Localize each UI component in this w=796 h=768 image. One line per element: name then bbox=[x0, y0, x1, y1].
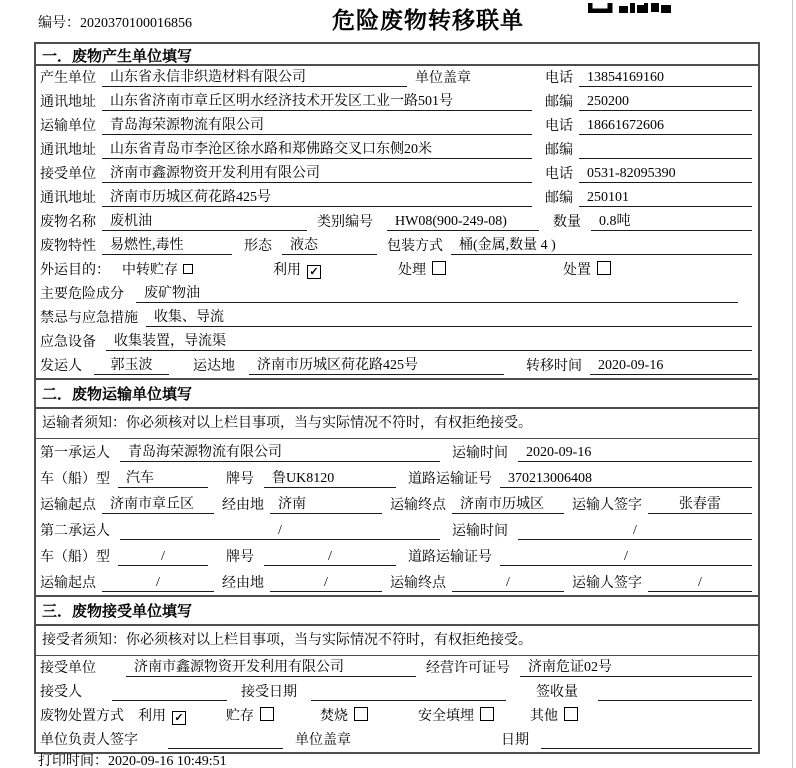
section-transport bbox=[36, 378, 758, 595]
checkbox-treat bbox=[432, 261, 446, 275]
signer-value bbox=[168, 732, 283, 749]
row-equipment bbox=[36, 330, 758, 354]
row-carrier1 bbox=[36, 439, 758, 465]
origin2-value: / bbox=[102, 575, 214, 592]
receiver-label: 接受单位 bbox=[40, 167, 96, 182]
end1-label: 运输终点 bbox=[390, 498, 446, 513]
amount-label: 签收量 bbox=[536, 685, 578, 700]
permit1-value: 370213006408 bbox=[500, 471, 752, 488]
address-label: 通讯地址 bbox=[40, 95, 96, 110]
phone-label: 电话 bbox=[545, 167, 573, 182]
waste-name-label: 废物名称 bbox=[40, 215, 96, 230]
address-label: 通讯地址 bbox=[40, 143, 96, 158]
transfer-time-label: 转移时间 bbox=[526, 359, 582, 374]
section3-title: 三．废物接受单位填写 bbox=[36, 597, 758, 626]
row-signatures bbox=[36, 728, 758, 752]
equipment-value: 收集装置，导流渠 bbox=[106, 330, 752, 351]
transport-time-value: / bbox=[518, 523, 752, 540]
page-edge-divider bbox=[792, 0, 793, 768]
carrier1-value: 青岛海荣源物流有限公司 bbox=[120, 441, 440, 462]
checkbox-incinerate bbox=[354, 707, 368, 721]
phone-label: 电话 bbox=[545, 71, 573, 86]
serial-label: 编号： bbox=[38, 16, 80, 31]
option-dispose: 处置 bbox=[563, 259, 611, 279]
option-other: 其他 bbox=[530, 705, 578, 725]
print-time bbox=[38, 750, 227, 768]
packing-label: 包装方式 bbox=[387, 239, 443, 254]
traits-value: 易燃性,毒性 bbox=[102, 234, 232, 255]
row-purpose bbox=[36, 258, 758, 282]
receiver-value: 济南市鑫源物资开发利用有限公司 bbox=[102, 162, 532, 183]
receive-date-value bbox=[311, 684, 506, 701]
row-carrier2 bbox=[36, 517, 758, 543]
producer-value: 山东省永信非织造材料有限公司 bbox=[102, 66, 407, 87]
address-value: 山东省青岛市李沧区徐水路和郑佛路交叉口东侧20米 bbox=[102, 138, 532, 159]
transfer-time-value: 2020-09-16 bbox=[590, 358, 752, 375]
row-route1 bbox=[36, 491, 758, 517]
phone-value: 13854169160 bbox=[579, 70, 752, 87]
address-label: 通讯地址 bbox=[40, 191, 96, 206]
row-consignor bbox=[36, 354, 758, 378]
address-value: 山东省济南市章丘区明水经济技术开发区工业一路501号 bbox=[102, 90, 532, 111]
checkbox-storage bbox=[260, 707, 274, 721]
via2-label: 经由地 bbox=[222, 576, 264, 591]
transport-time-value: 2020-09-16 bbox=[518, 445, 752, 462]
address-value: 济南市历城区荷花路425号 bbox=[102, 186, 532, 207]
hazard-label: 主要危险成分 bbox=[40, 287, 124, 302]
consignor-label: 发运人 bbox=[40, 359, 82, 374]
plate2-label: 牌号 bbox=[226, 550, 254, 565]
zip-value bbox=[579, 142, 752, 159]
checkbox-transfer-storage bbox=[183, 264, 193, 274]
phone-value: 0531-82095390 bbox=[579, 166, 752, 183]
serial-number bbox=[38, 12, 192, 32]
end2-label: 运输终点 bbox=[390, 576, 446, 591]
recipient-value bbox=[112, 684, 227, 701]
sign1-label: 运输人签字 bbox=[572, 498, 642, 513]
transporter-label: 运输单位 bbox=[40, 119, 96, 134]
row-receiver bbox=[36, 162, 758, 186]
origin2-label: 运输起点 bbox=[40, 576, 96, 591]
phone-label: 电话 bbox=[545, 119, 573, 134]
row-vehicle1 bbox=[36, 465, 758, 491]
vehicle2-value: / bbox=[118, 549, 208, 566]
row-waste-name bbox=[36, 210, 758, 234]
taboo-value: 收集、导流 bbox=[146, 306, 752, 327]
carrier1-label: 第一承运人 bbox=[40, 446, 110, 461]
origin1-value: 济南市章丘区 bbox=[102, 493, 214, 514]
option-treat: 处理 bbox=[398, 259, 446, 279]
zip-label: 邮编 bbox=[545, 143, 573, 158]
serial-value: 2020370100016856 bbox=[80, 16, 192, 31]
checkbox-dispose bbox=[597, 261, 611, 275]
hazard-value: 废矿物油 bbox=[136, 282, 738, 303]
row-route2 bbox=[36, 569, 758, 595]
producer-label: 产生单位 bbox=[40, 71, 96, 86]
receiver-notice: 接受者须知：你必须核对以上栏目事项，当与实际情况不符时，有权拒绝接受。 bbox=[36, 626, 758, 656]
print-time-value: 2020-09-16 10:49:51 bbox=[108, 754, 227, 768]
checkbox-utilize: ✓ bbox=[172, 711, 186, 725]
end1-value: 济南市历城区 bbox=[452, 493, 564, 514]
stamp-label: 单位盖章 bbox=[415, 71, 471, 86]
signer-label: 单位负责人签字 bbox=[40, 733, 138, 748]
vehicle1-value: 汽车 bbox=[118, 467, 208, 488]
row-hazard bbox=[36, 282, 758, 306]
stamp-label: 单位盖章 bbox=[295, 733, 351, 748]
permit2-label: 道路运输证号 bbox=[408, 550, 492, 565]
page-title: 危险废物转移联单 bbox=[332, 8, 524, 33]
row-receive-unit bbox=[36, 656, 758, 680]
plate2-value: / bbox=[264, 549, 396, 566]
row-transporter-address bbox=[36, 138, 758, 162]
plate1-label: 牌号 bbox=[226, 472, 254, 487]
row-disposal bbox=[36, 704, 758, 728]
purpose-label: 外运目的： bbox=[40, 263, 110, 278]
row-waste-traits bbox=[36, 234, 758, 258]
phone-value: 18661672606 bbox=[579, 118, 752, 135]
row-taboo bbox=[36, 306, 758, 330]
carrier2-value: / bbox=[120, 523, 440, 540]
amount-value bbox=[598, 684, 752, 701]
option-incinerate: 焚烧 bbox=[320, 705, 368, 725]
option-utilize: 利用 ✓ bbox=[273, 259, 321, 279]
transporter-notice: 运输者须知：你必须核对以上栏目事项，当与实际情况不符时，有权拒绝接受。 bbox=[36, 409, 758, 439]
row-receiver-address bbox=[36, 186, 758, 210]
zip-value: 250200 bbox=[579, 94, 752, 111]
row-producer bbox=[36, 66, 758, 90]
carrier2-label: 第二承运人 bbox=[40, 524, 110, 539]
vehicle1-label: 车（船）型 bbox=[40, 472, 110, 487]
quantity-value: 0.8吨 bbox=[591, 210, 752, 231]
receive-date-label: 接受日期 bbox=[241, 685, 297, 700]
qr-code-icon bbox=[588, 0, 672, 18]
consignor-value: 郭玉波 bbox=[94, 354, 169, 375]
waste-name-value: 废机油 bbox=[102, 210, 307, 231]
option-landfill: 安全填埋 bbox=[418, 705, 494, 725]
plate1-value: 鲁UK8120 bbox=[264, 467, 396, 488]
sign2-value: / bbox=[648, 575, 752, 592]
disposal-label: 废物处置方式 bbox=[40, 709, 124, 724]
origin1-label: 运输起点 bbox=[40, 498, 96, 513]
zip-label: 邮编 bbox=[545, 191, 573, 206]
option-transfer-storage: 中转贮存 bbox=[122, 259, 193, 279]
option-utilize: 利用 ✓ bbox=[138, 705, 186, 725]
permit1-label: 道路运输证号 bbox=[408, 472, 492, 487]
taboo-label: 禁忌与应急措施 bbox=[40, 311, 138, 326]
receive-unit-value: 济南市鑫源物资开发利用有限公司 bbox=[126, 656, 416, 677]
zip-label: 邮编 bbox=[545, 95, 573, 110]
transporter-value: 青岛海荣源物流有限公司 bbox=[102, 114, 532, 135]
end2-value: / bbox=[452, 575, 564, 592]
traits-label: 废物特性 bbox=[40, 239, 96, 254]
section1-title: 一．废物产生单位填写 bbox=[36, 44, 758, 66]
print-time-label: 打印时间： bbox=[38, 754, 108, 768]
form-value: 液态 bbox=[282, 234, 377, 255]
checkbox-landfill bbox=[480, 707, 494, 721]
section2-title: 二．废物运输单位填写 bbox=[36, 380, 758, 409]
row-recipient bbox=[36, 680, 758, 704]
zip-value: 250101 bbox=[579, 190, 752, 207]
transport-time-label: 运输时间 bbox=[452, 524, 508, 539]
vehicle2-label: 车（船）型 bbox=[40, 550, 110, 565]
packing-value: 桶(金属,数量 4 ) bbox=[451, 234, 752, 255]
row-transporter bbox=[36, 114, 758, 138]
via1-label: 经由地 bbox=[222, 498, 264, 513]
category-label: 类别编号 bbox=[317, 215, 373, 230]
section-producer bbox=[36, 44, 758, 378]
permit2-value: / bbox=[500, 549, 752, 566]
via1-value: 济南 bbox=[270, 493, 382, 514]
receive-unit-label: 接受单位 bbox=[40, 661, 96, 676]
date-label: 日期 bbox=[501, 733, 529, 748]
recipient-label: 接受人 bbox=[40, 685, 82, 700]
checkbox-utilize: ✓ bbox=[307, 265, 321, 279]
equipment-label: 应急设备 bbox=[40, 335, 96, 350]
sign2-label: 运输人签字 bbox=[572, 576, 642, 591]
checkbox-other bbox=[564, 707, 578, 721]
option-storage: 贮存 bbox=[226, 705, 274, 725]
section-receiver bbox=[36, 595, 758, 752]
transfer-form-table bbox=[34, 42, 760, 754]
destination-label: 运达地 bbox=[193, 359, 235, 374]
form-label: 形态 bbox=[244, 239, 272, 254]
license-value: 济南危证02号 bbox=[520, 656, 752, 677]
sign1-value: 张春雷 bbox=[648, 493, 752, 514]
row-producer-address bbox=[36, 90, 758, 114]
category-value: HW08(900-249-08) bbox=[387, 214, 539, 231]
row-vehicle2 bbox=[36, 543, 758, 569]
quantity-label: 数量 bbox=[553, 215, 581, 230]
transport-time-label: 运输时间 bbox=[452, 446, 508, 461]
date-value bbox=[541, 732, 752, 749]
destination-value: 济南市历城区荷花路425号 bbox=[249, 354, 504, 375]
via2-value: / bbox=[270, 575, 382, 592]
license-label: 经营许可证号 bbox=[426, 661, 510, 676]
